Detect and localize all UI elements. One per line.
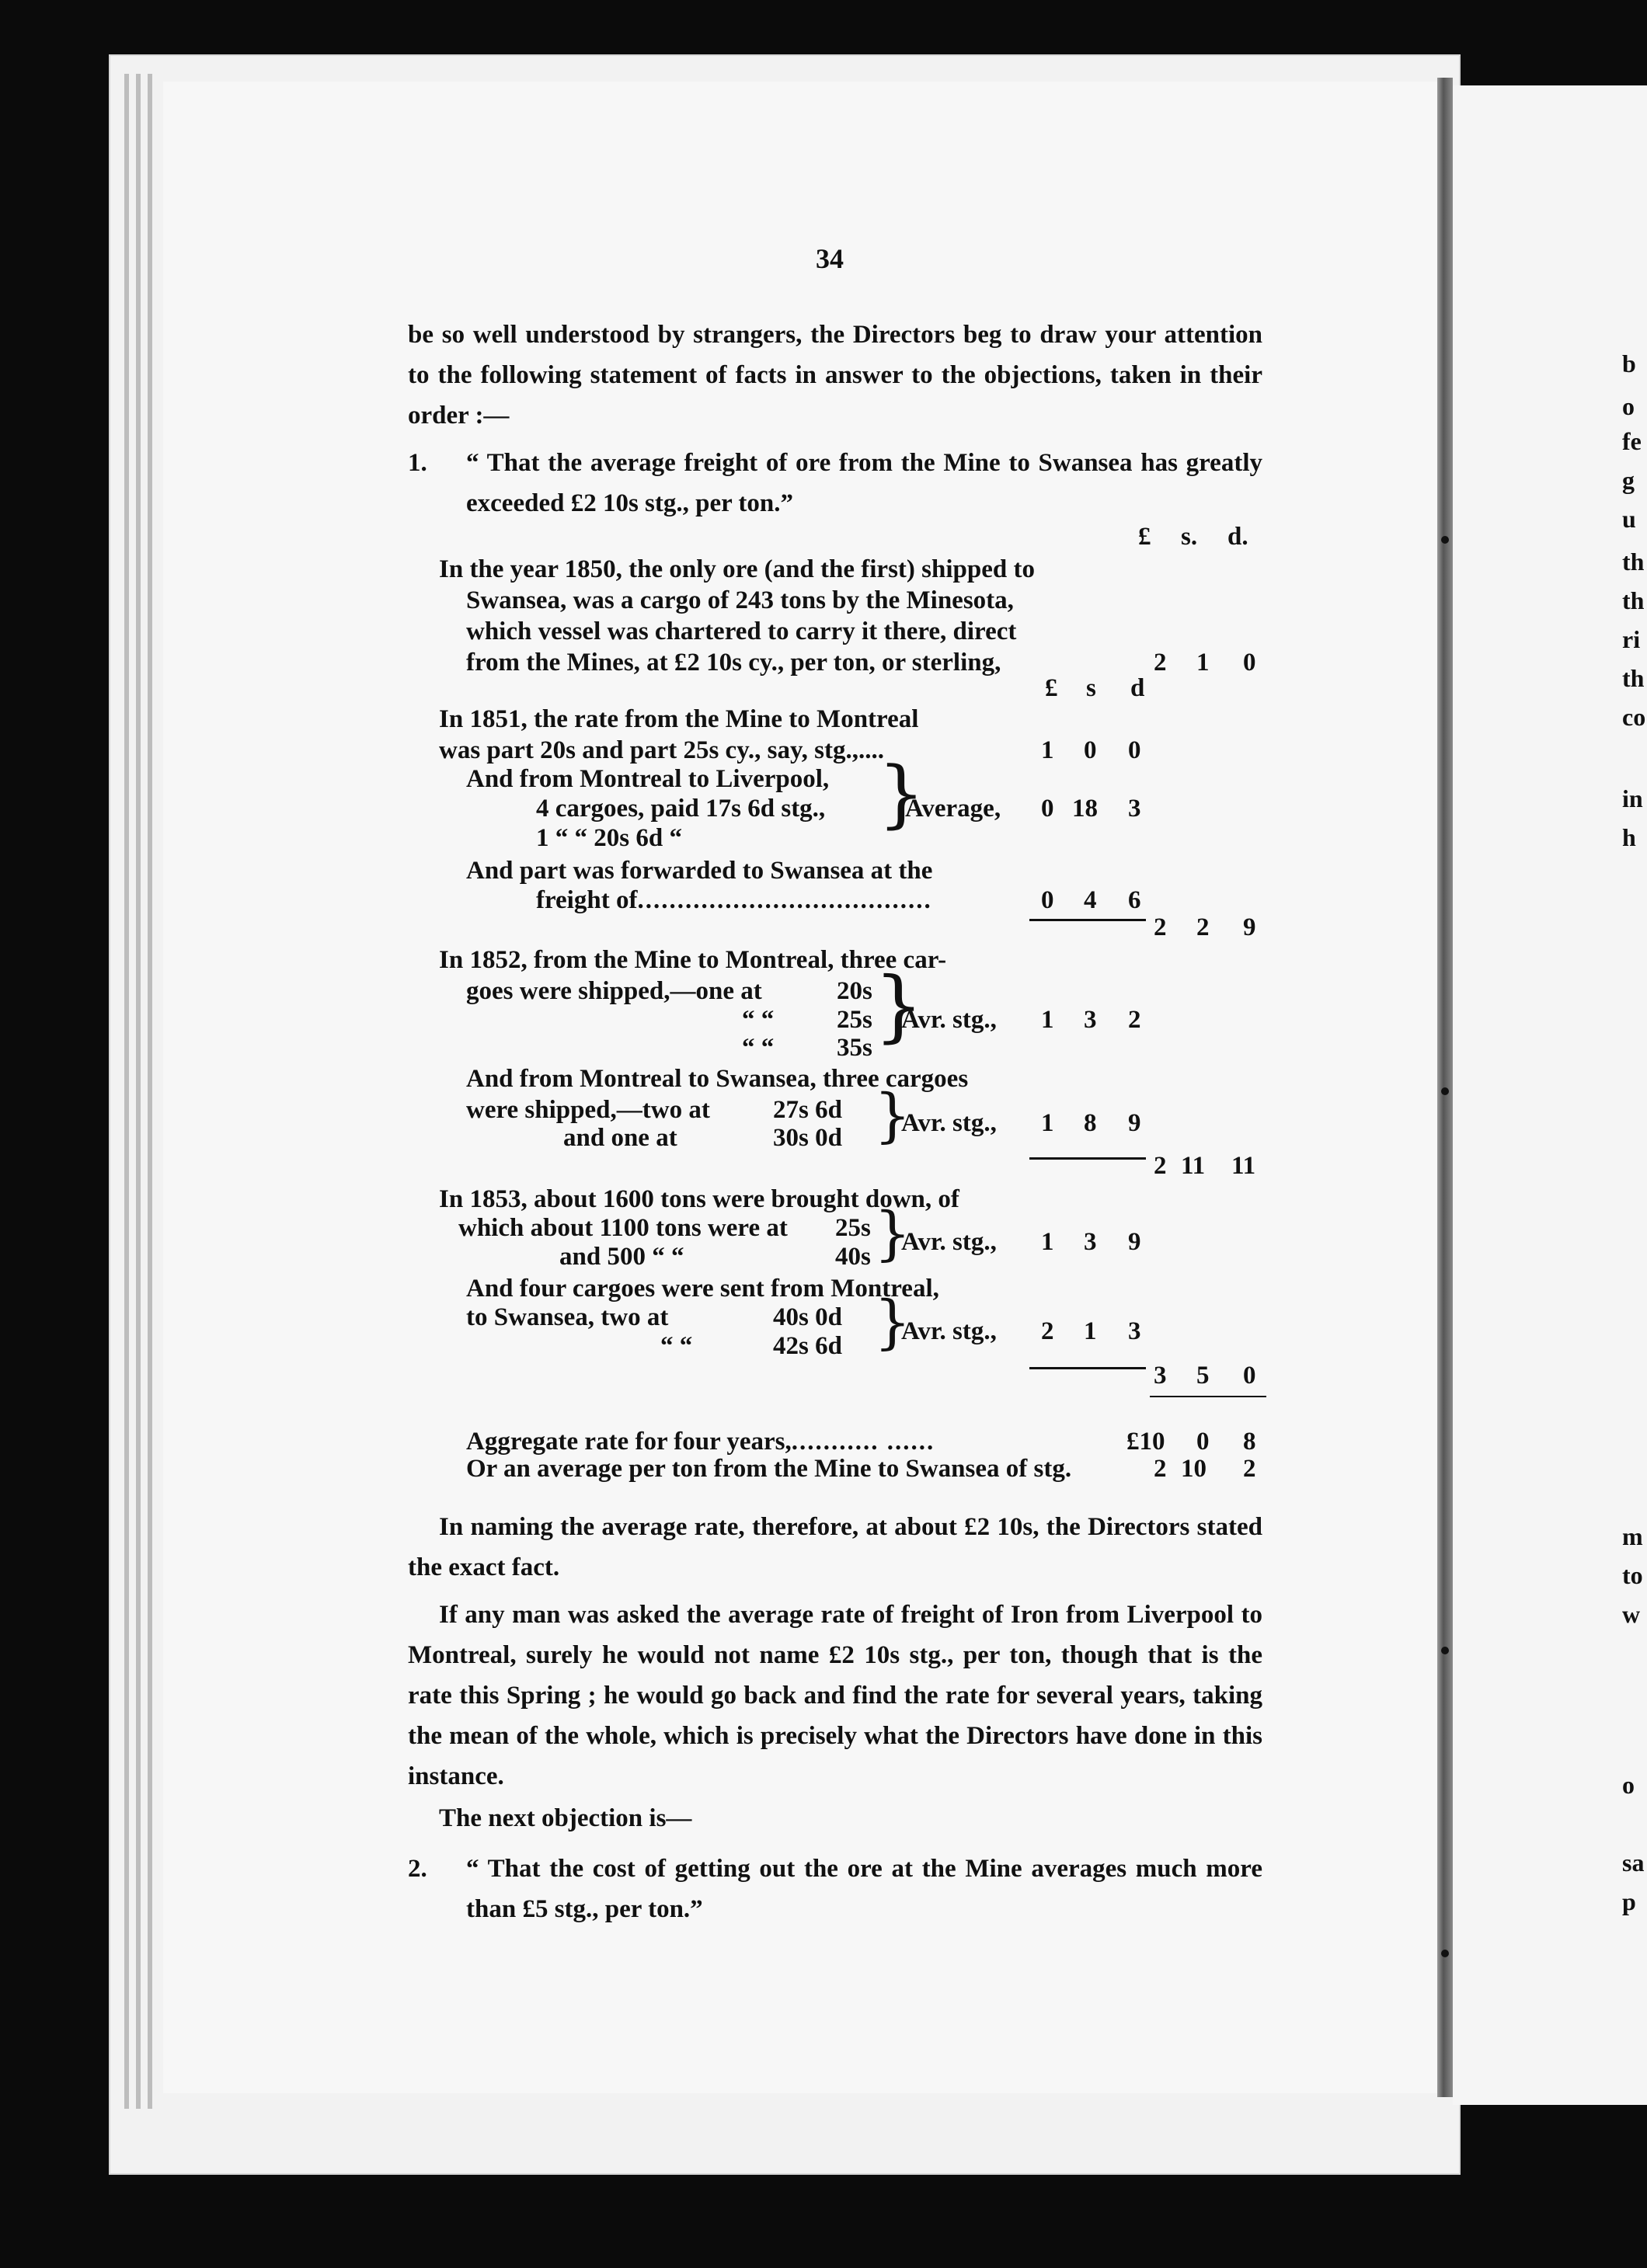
y1853-rate: 25s xyxy=(835,1214,871,1242)
facing-page-fragment: m xyxy=(1622,1522,1643,1550)
amount-pence: 0 xyxy=(1128,736,1141,764)
total-shillings: 2 xyxy=(1196,913,1210,941)
facing-page-fragment: co xyxy=(1622,703,1646,731)
y1850-line: from the Mines, at £2 10s cy., per ton, or sterling, xyxy=(466,649,1001,677)
y1852-line: goes were shipped,—one at xyxy=(466,977,762,1005)
average-label: Average, xyxy=(905,795,1001,823)
amount-shillings: 3 xyxy=(1084,1006,1097,1034)
objection-number: 1. xyxy=(408,449,427,477)
page-edge xyxy=(124,74,129,2109)
facing-page-fragment: p xyxy=(1622,1887,1636,1915)
y1851-line: And part was forwarded to Swansea at the xyxy=(466,857,933,885)
y1851-line: 4 cargoes, paid 17s 6d stg., xyxy=(536,795,826,823)
brace-icon: } xyxy=(878,751,925,837)
y1853-line: and 500 “ “ xyxy=(559,1243,684,1271)
amount-pounds: 1 xyxy=(1041,1109,1054,1137)
facing-page-fragment: g xyxy=(1622,466,1635,494)
aggregate-pounds: £10 xyxy=(1126,1428,1165,1456)
y1852-rate: 30s 0d xyxy=(773,1124,842,1152)
ditto-mark: “ “ xyxy=(742,1006,775,1034)
amount-pence: 6 xyxy=(1128,886,1141,914)
amount-pence: 2 xyxy=(1128,1006,1141,1034)
total-pence: 9 xyxy=(1243,913,1256,941)
amount-pence: 9 xyxy=(1128,1228,1141,1256)
y1853-line: In 1853, about 1600 tons were brought down, of xyxy=(439,1185,959,1213)
sum-rule xyxy=(1029,1157,1146,1160)
avr-label: Avr. stg., xyxy=(901,1228,997,1256)
y1852-line: In 1852, from the Mine to Montreal, three car- xyxy=(439,946,947,974)
amount-shillings: 1 xyxy=(1084,1317,1097,1345)
y1852-rate: 25s xyxy=(837,1006,872,1034)
brace-icon: } xyxy=(874,1199,911,1268)
facing-page-fragment: fe xyxy=(1622,427,1642,455)
page-edge xyxy=(136,74,141,2109)
objection-number: 2. xyxy=(408,1855,427,1883)
amount-shillings: 0 xyxy=(1084,736,1097,764)
y1853-rate: 40s 0d xyxy=(773,1303,842,1331)
total-shillings: 5 xyxy=(1196,1362,1210,1390)
amount-pounds: 1 xyxy=(1041,1006,1054,1034)
ditto-mark: “ “ xyxy=(742,1034,775,1062)
y1851-line: And from Montreal to Liverpool, xyxy=(466,765,830,793)
aggregate-label: Aggregate rate for four years,........... ...... xyxy=(466,1428,935,1456)
sum-rule xyxy=(1029,1367,1146,1369)
y1851-line: 1 “ “ 20s 6d “ xyxy=(536,824,682,852)
average-label: Or an average per ton from the Mine to Swansea of stg. xyxy=(466,1455,1072,1483)
y1852-line: and one at xyxy=(563,1124,677,1152)
y1852-rate: 27s 6d xyxy=(773,1096,842,1124)
y1853-line: which about 1100 tons were at xyxy=(458,1214,788,1242)
y1851-line: was part 20s and part 25s cy., say, stg.,.... xyxy=(439,736,884,764)
subheader-shillings: s xyxy=(1086,674,1096,702)
y1853-rate: 42s 6d xyxy=(773,1332,842,1360)
aggregate-shillings: 0 xyxy=(1196,1428,1210,1456)
total-pence: 0 xyxy=(1243,1362,1256,1390)
total-pence: 11 xyxy=(1231,1152,1256,1180)
amount-shillings: 18 xyxy=(1072,795,1098,823)
facing-page-fragment: in xyxy=(1622,784,1643,812)
facing-page-fragment: ri xyxy=(1622,625,1641,653)
binding-mark xyxy=(1441,1647,1449,1654)
facing-page-fragment: o xyxy=(1622,392,1635,420)
objection-text: “ That the average freight of ore from the Mine to Swansea has greatly exceeded £2 10s stg., per ton.” xyxy=(466,449,1262,517)
header-pounds: £ xyxy=(1138,523,1151,551)
y1853-rate: 40s xyxy=(835,1243,871,1271)
brace-icon: } xyxy=(874,1288,911,1356)
subheader-pounds: £ xyxy=(1045,674,1058,702)
amount-pounds: 2 xyxy=(1041,1317,1054,1345)
amount-pounds: 0 xyxy=(1041,795,1054,823)
average-pounds: 2 xyxy=(1154,1455,1167,1483)
facing-page-fragment: b xyxy=(1622,350,1636,377)
brace-icon: } xyxy=(874,960,924,1051)
avr-label: Avr. stg., xyxy=(901,1109,997,1137)
amount-shillings: 1 xyxy=(1196,649,1210,677)
y1853-line: And four cargoes were sent from Montreal, xyxy=(466,1275,939,1303)
amount-shillings: 4 xyxy=(1084,886,1097,914)
objection-text: “ That the cost of getting out the ore at the Mine averages much more than £5 stg., per ton.” xyxy=(466,1855,1262,1923)
y1852-line: And from Montreal to Swansea, three cargoes xyxy=(466,1065,969,1093)
y1853-line: to Swansea, two at xyxy=(466,1303,669,1331)
facing-page-fragment: to xyxy=(1622,1561,1643,1589)
y1852-rate: 20s xyxy=(837,977,872,1005)
avr-label: Avr. stg., xyxy=(901,1006,997,1034)
amount-shillings: 3 xyxy=(1084,1228,1097,1256)
intro-paragraph: be so well understood by strangers, the Directors beg to draw your attention to the following statement of facts in answer to the objections, taken in their order :— xyxy=(408,321,1262,430)
facing-page-fragment: w xyxy=(1622,1600,1641,1628)
binding-mark xyxy=(1441,1950,1449,1957)
amount-pence: 9 xyxy=(1128,1109,1141,1137)
binding-mark xyxy=(1441,536,1449,544)
paragraph: The next objection is— xyxy=(439,1804,692,1832)
facing-page xyxy=(1453,85,1647,2105)
amount-pence: 0 xyxy=(1243,649,1256,677)
subheader-pence: d xyxy=(1130,674,1145,702)
paragraph: If any man was asked the average rate of freight of Iron from Liverpool to Montreal, surely he would not name £2 10s stg., per ton, though that is the rate this Spring ; he would go back and find the rate for several years, taking the mean of the whole, which is precisely what the Directors have done in this instance. xyxy=(408,1601,1262,1790)
amount-pence: 3 xyxy=(1128,1317,1141,1345)
y1850-line: Swansea, was a cargo of 243 tons by the Minesota, xyxy=(466,586,1014,614)
average-shillings: 10 xyxy=(1181,1455,1207,1483)
amount-pence: 3 xyxy=(1128,795,1141,823)
sum-rule xyxy=(1029,919,1146,921)
amount-shillings: 8 xyxy=(1084,1109,1097,1137)
facing-page-fragment: u xyxy=(1622,505,1636,533)
facing-page-fragment: h xyxy=(1622,823,1636,851)
page-edge xyxy=(148,74,152,2109)
amount-pounds: 1 xyxy=(1041,736,1054,764)
y1852-line: were shipped,—two at xyxy=(466,1096,710,1124)
binding-mark xyxy=(1441,1087,1449,1095)
amount-pounds: 2 xyxy=(1154,649,1167,677)
amount-pounds: 0 xyxy=(1041,886,1054,914)
facing-page-fragment: o xyxy=(1622,1771,1635,1799)
facing-page-fragment: th xyxy=(1622,548,1645,576)
total-shillings: 11 xyxy=(1181,1152,1206,1180)
avr-label: Avr. stg., xyxy=(901,1317,997,1345)
y1850-line: In the year 1850, the only ore (and the first) shipped to xyxy=(439,555,1035,583)
page-number: 34 xyxy=(816,243,844,274)
total-pounds: 2 xyxy=(1154,1152,1167,1180)
brace-icon: } xyxy=(874,1081,911,1150)
total-pounds: 2 xyxy=(1154,913,1167,941)
average-pence: 2 xyxy=(1243,1455,1256,1483)
aggregate-pence: 8 xyxy=(1243,1428,1256,1456)
paragraph: In naming the average rate, therefore, at about £2 10s, the Directors stated the exact fact. xyxy=(408,1513,1262,1581)
header-pence: d. xyxy=(1227,523,1248,551)
y1852-rate: 35s xyxy=(837,1034,872,1062)
y1851-line: freight of..................................... xyxy=(536,886,932,914)
y1850-line: which vessel was chartered to carry it there, direct xyxy=(466,617,1017,645)
total-rule xyxy=(1150,1396,1266,1397)
facing-page-fragment: sa xyxy=(1622,1849,1645,1877)
total-pounds: 3 xyxy=(1154,1362,1167,1390)
header-shillings: s. xyxy=(1181,523,1198,551)
y1851-line: In 1851, the rate from the Mine to Montreal xyxy=(439,705,919,733)
facing-page-fragment: th xyxy=(1622,586,1645,614)
ditto-mark: “ “ xyxy=(660,1332,693,1360)
facing-page-fragment: th xyxy=(1622,664,1645,692)
amount-pounds: 1 xyxy=(1041,1228,1054,1256)
